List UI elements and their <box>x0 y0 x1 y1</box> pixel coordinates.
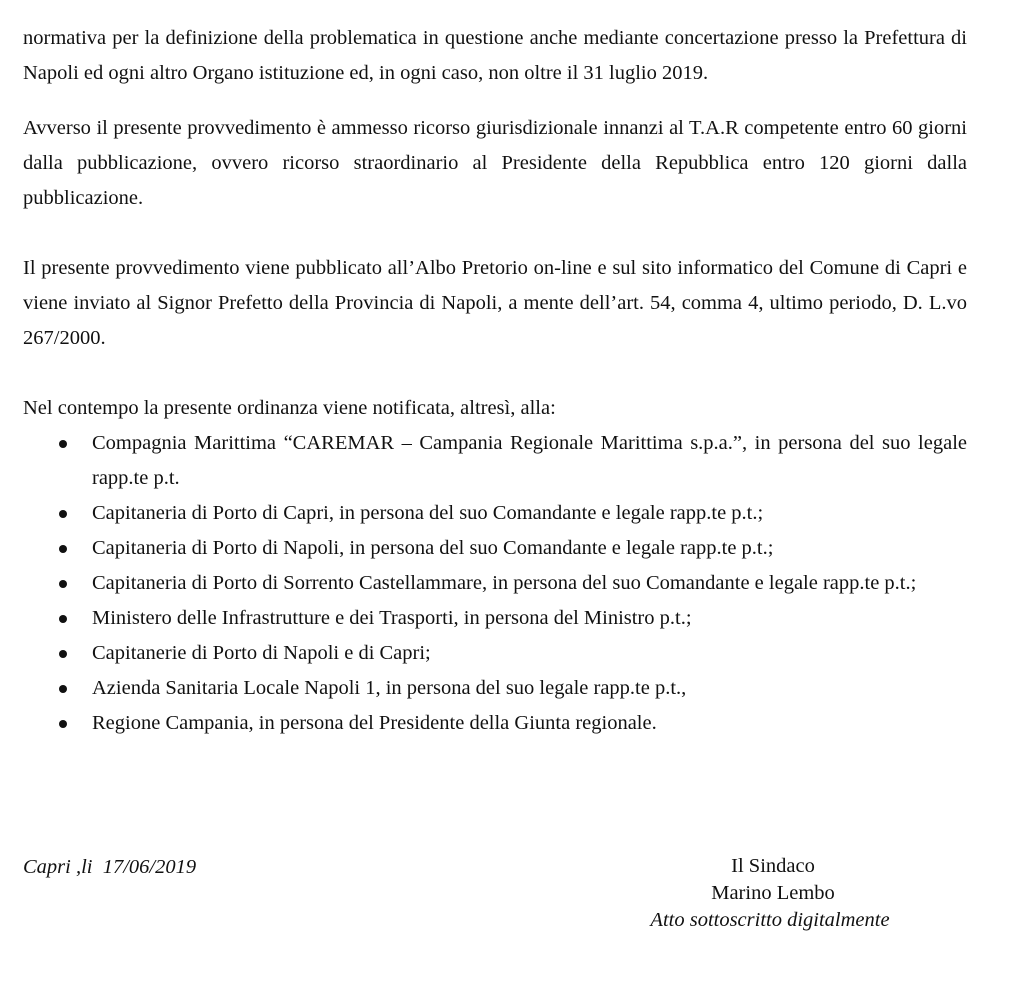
recipient-text: Ministero delle Infrastrutture e dei Trasporti, in persona del Ministro p.t.; <box>92 607 692 629</box>
paragraph-publication: Il presente provvedimento viene pubblicato all’Albo Pretorio on-line e sul sito informatico del Comune di Capri e viene inviato al Signor Prefetto della Provincia di Napoli, a mente dell’art. 54, comma 4, ultimo periodo, D. L.vo 267/2000. <box>23 257 967 349</box>
bullet-icon <box>59 545 67 553</box>
paragraph-deadline: normativa per la definizione della problematica in questione anche mediante concertazione presso la Prefettura di Napoli ed ogni altro Organo istituzione ed, in ogni caso, non oltre il 31 luglio 2019. <box>23 27 967 84</box>
bullet-icon <box>59 440 67 448</box>
list-item <box>23 566 967 601</box>
place-date: Capri ,li 17/06/2019 <box>23 856 197 878</box>
list-item <box>23 601 967 636</box>
signature-title: Il Sindaco <box>731 855 815 877</box>
recipient-text: Capitanerie di Porto di Napoli e di Capri; <box>92 642 431 664</box>
recipient-text: Capitaneria di Porto di Capri, in persona del suo Comandante e legale rapp.te p.t.; <box>92 502 764 524</box>
bullet-icon <box>59 685 67 693</box>
list-item <box>23 531 967 566</box>
signature-block <box>543 853 1003 934</box>
list-item <box>23 496 967 531</box>
list-item <box>23 671 967 706</box>
bullet-icon <box>59 510 67 518</box>
paragraph-notification-intro: Nel contempo la presente ordinanza viene notificata, altresì, alla: <box>23 397 556 419</box>
list-item <box>23 426 967 496</box>
bullet-icon <box>59 615 67 623</box>
recipient-text: Capitaneria di Porto di Sorrento Castellammare, in persona del suo Comandante e legale rapp.te p.t.; <box>92 572 917 594</box>
recipient-text: Azienda Sanitaria Locale Napoli 1, in persona del suo legale rapp.te p.t., <box>92 677 687 699</box>
recipient-text: Regione Campania, in persona del Presidente della Giunta regionale. <box>92 712 657 734</box>
bullet-icon <box>59 650 67 658</box>
recipient-text: Compagnia Marittima “CAREMAR – Campania Regionale Marittima s.p.a.”, in persona del suo legale rapp.te p.t. <box>92 432 967 489</box>
signature-note: Atto sottoscritto digitalmente <box>650 909 890 931</box>
bullet-icon <box>59 580 67 588</box>
paragraph-appeal: Avverso il presente provvedimento è ammesso ricorso giurisdizionale innanzi al T.A.R competente entro 60 giorni dalla pubblicazione, ovvero ricorso straordinario al Presidente della Repubblica entro 120 giorni dalla pubblicazione. <box>23 117 967 209</box>
list-item <box>23 636 967 671</box>
bullet-icon <box>59 720 67 728</box>
signature-name: Marino Lembo <box>711 882 835 904</box>
recipient-text: Capitaneria di Porto di Napoli, in persona del suo Comandante e legale rapp.te p.t.; <box>92 537 774 559</box>
recipient-list <box>23 426 967 741</box>
list-item <box>23 706 967 741</box>
